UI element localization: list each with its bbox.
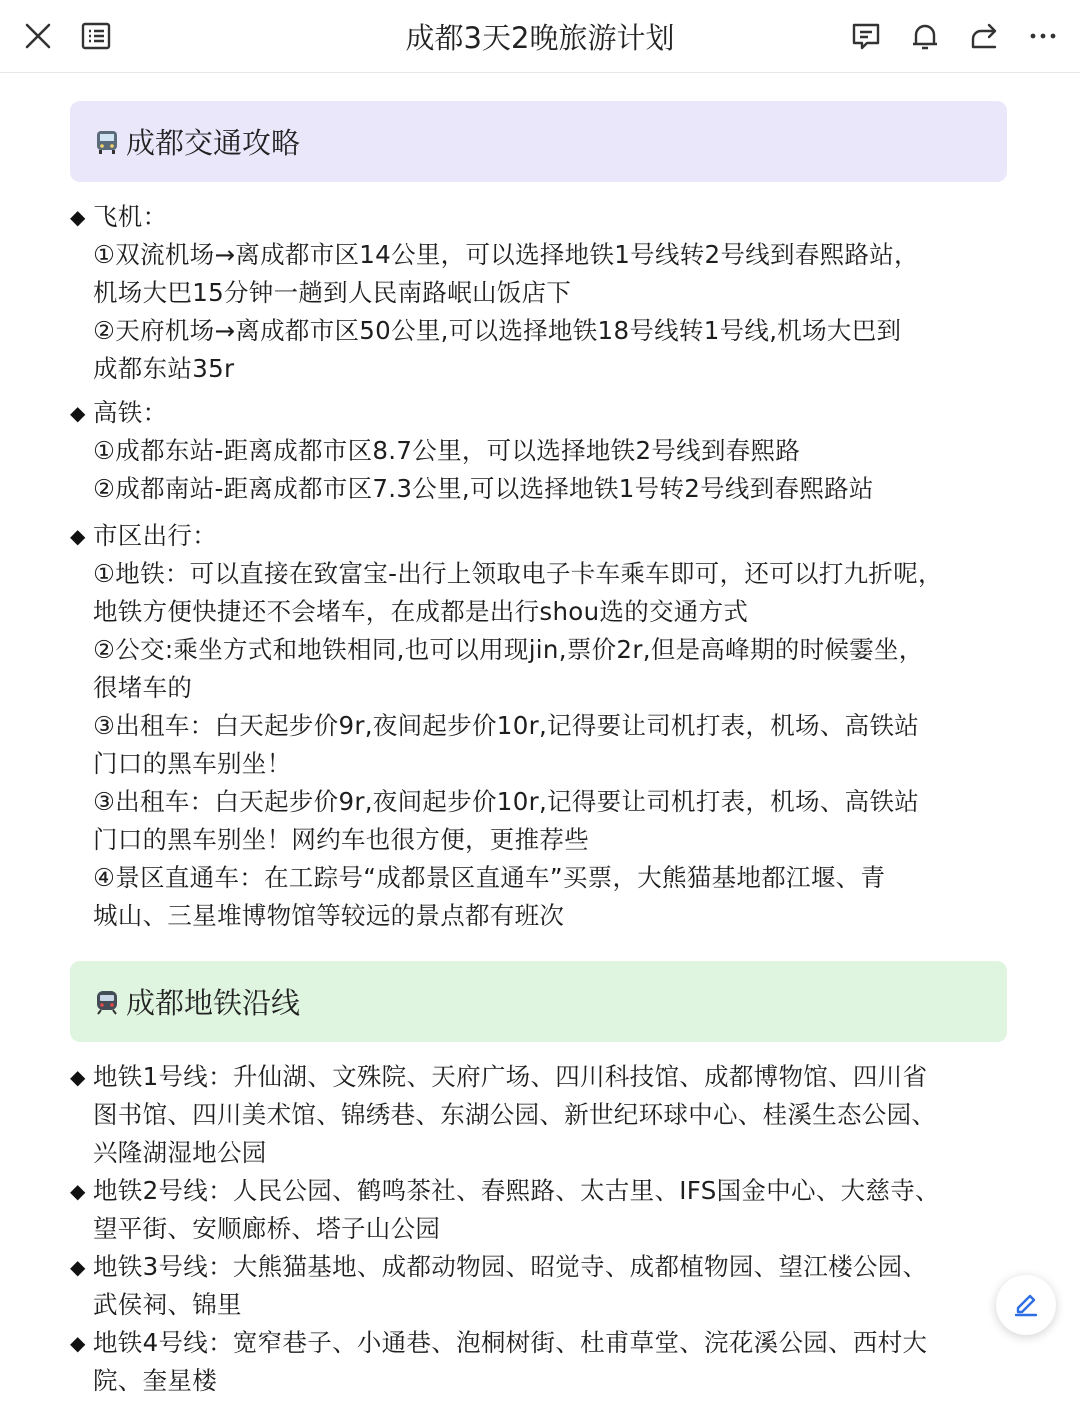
bullet-diamond: ◆ — [70, 205, 86, 229]
text-line: ③出租车：白天起步价9r,夜间起步价10r,记得要让司机打表，机场、高铁站 — [93, 711, 920, 740]
outline-icon[interactable] — [78, 18, 114, 54]
edit-button[interactable] — [996, 1275, 1056, 1335]
section-title: 成都交通攻略 — [126, 126, 301, 160]
bell-icon[interactable] — [907, 18, 943, 54]
bullet-diamond: ◆ — [70, 1179, 86, 1203]
comment-icon[interactable] — [848, 18, 884, 54]
text-line: 武侯祠、锦里 — [93, 1290, 242, 1319]
text-line: ①地铁：可以直接在致富宝-出行上领取电子卡车乘车即可，还可以打九折呢， — [93, 559, 943, 588]
bullet-diamond: ◆ — [70, 1065, 86, 1089]
text-line: 地铁方便快捷还不会堵车，在成都是出行shou选的交通方式 — [93, 597, 749, 626]
bullet-diamond: ◆ — [70, 1255, 86, 1279]
text-line: 门口的黑车别坐！网约车也很方便，更推荐些 — [93, 825, 589, 854]
text-line: ①双流机场→离成都市区14公里，可以选择地铁1号线转2号线到春熙路站， — [93, 240, 919, 269]
text-line: 图书馆、四川美术馆、锦绣巷、东湖公园、新世纪环球中心、桂溪生态公园、 — [93, 1100, 937, 1129]
text-line: ③出租车：白天起步价9r,夜间起步价10r,记得要让司机打表，机场、高铁站 — [93, 787, 920, 816]
edit-icon — [1011, 1288, 1041, 1322]
bullet-diamond: ◆ — [70, 524, 86, 548]
list-heading: 高铁： — [93, 398, 168, 427]
bullet-diamond: ◆ — [70, 1331, 86, 1355]
text-line: ①成都东站-距离成都市区8.7公里，可以选择地铁2号线到春熙路 — [93, 436, 801, 465]
more-icon[interactable] — [1025, 18, 1061, 54]
text-line: 兴隆湖湿地公园 — [93, 1138, 267, 1167]
top-bar — [0, 0, 1080, 73]
text-line: 很堵车的 — [93, 673, 193, 702]
text-line: ④景区直通车：在工踪号“成都景区直通车”买票，大熊猫基地都江堰、青 — [93, 863, 886, 892]
text-line: 地铁3号线：大熊猫基地、成都动物园、昭觉寺、成都植物园、望江楼公园、 — [93, 1252, 928, 1281]
text-line: 望平街、安顺廊桥、塔子山公园 — [93, 1214, 441, 1243]
text-line: 城山、三星堆博物馆等较远的景点都有班次 — [93, 901, 565, 930]
page-title: 成都3天2晚旅游计划 — [405, 21, 675, 55]
text-line: ②天府机场→离成都市区50公里,可以选择地铁18号线转1号线,机场大巴到 — [93, 316, 902, 345]
bus-icon — [92, 127, 122, 157]
text-line: 机场大巴15分钟一趟到人民南路岷山饭店下 — [93, 278, 572, 307]
text-line: ②公交:乘坐方式和地铁相同,也可以用现jin,票价2r,但是高峰期的时候霎坐， — [93, 635, 924, 664]
close-icon[interactable] — [20, 18, 56, 54]
text-line: 成都东站35r — [93, 354, 235, 383]
text-line: 院、奎星楼 — [93, 1366, 217, 1395]
text-line: 地铁4号线：宽窄巷子、小通巷、泡桐树街、杜甫草堂、浣花溪公园、西村大 — [93, 1328, 928, 1357]
bullet-diamond: ◆ — [70, 401, 86, 425]
metro-icon — [92, 987, 122, 1017]
text-line: ②成都南站-距离成都市区7.3公里,可以选择地铁1号转2号线到春熙路站 — [93, 474, 874, 503]
section-banner-transport — [70, 101, 1007, 182]
section-banner-metro — [70, 961, 1007, 1042]
section-title: 成都地铁沿线 — [126, 986, 301, 1020]
list-heading: 飞机： — [93, 202, 168, 231]
text-line: 门口的黑车别坐！ — [93, 749, 292, 778]
share-icon[interactable] — [966, 18, 1002, 54]
list-heading: 市区出行： — [93, 521, 217, 550]
text-line: 地铁2号线：人民公园、鹤鸣茶社、春熙路、太古里、IFS国金中心、大慈寺、 — [93, 1176, 940, 1205]
text-line: 地铁1号线：升仙湖、文殊院、天府广场、四川科技馆、成都博物馆、四川省 — [93, 1062, 928, 1091]
